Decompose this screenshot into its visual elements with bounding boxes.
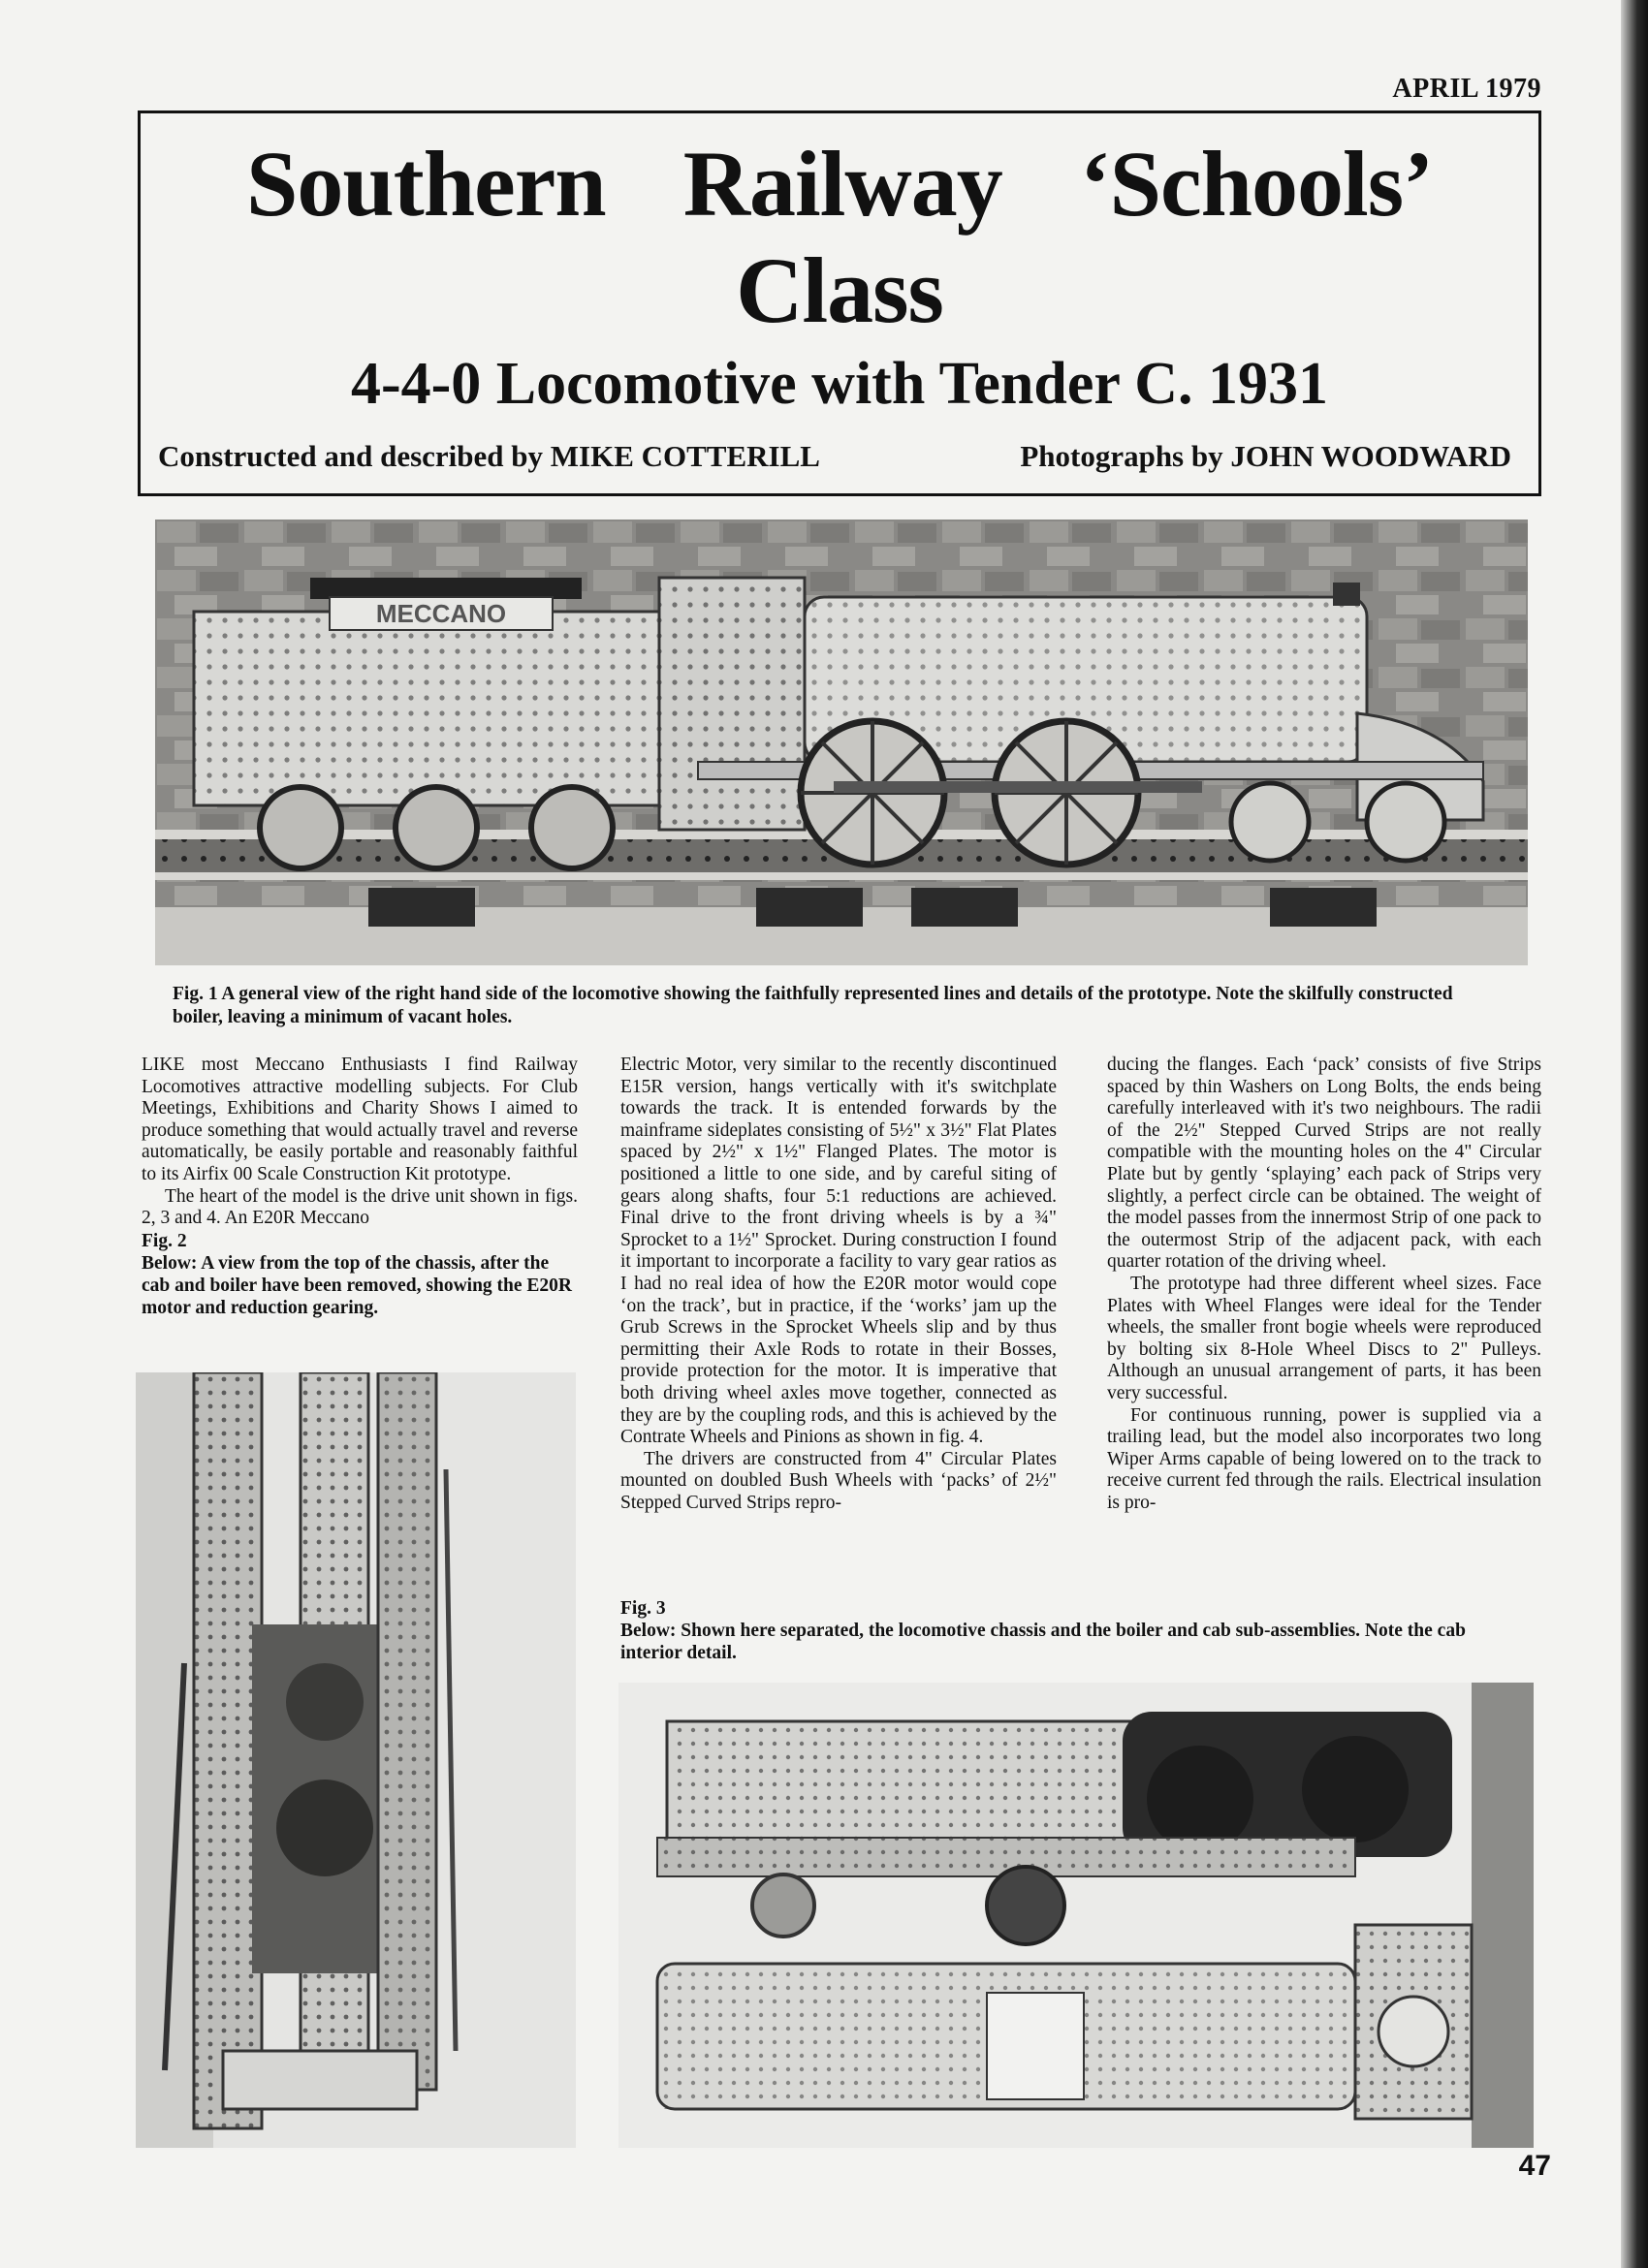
tender-lettering: MECCANO <box>375 599 507 628</box>
credits-row <box>158 439 1511 474</box>
fig1-photo <box>155 520 1528 965</box>
fig2-caption: Below: A view from the top of the chassis, after the cab and boiler have been removed, showing the E20R motor and reduction gearing. <box>142 1252 573 1318</box>
title-word: ‘Schools’ <box>1079 132 1434 236</box>
title-word: Southern <box>245 132 606 236</box>
paragraph: The heart of the model is the drive unit shown in figs. 2, 3 and 4. An E20R Meccano <box>142 1185 578 1229</box>
title-line-2: Class <box>736 238 943 342</box>
article-column-2 <box>620 1055 1057 1514</box>
paragraph: The drivers are constructed from 4" Circular Plates mounted on doubled Bush Wheels with ‘packs’ of 2½" Stepped Curved Strips repro- <box>620 1448 1057 1513</box>
paragraph: For continuous running, power is supplied via a trailing lead, but the model also incorporates two long Wiper Arms capable of being lowered on to the track to receive current fed through the rails. Electrical insulation is pro- <box>1107 1404 1541 1513</box>
fig3-label: Fig. 3 <box>620 1598 666 1619</box>
issue-date: APRIL 1979 <box>1392 74 1541 104</box>
fig3-caption: Below: Shown here separated, the locomotive chassis and the boiler and cab sub-assemblies. Note the cab interior detail. <box>620 1621 1466 1663</box>
title-word: Railway <box>682 132 1002 236</box>
article-column-1 <box>142 1055 578 1319</box>
page-number: 47 <box>1518 2150 1551 2182</box>
article-subtitle: 4-4-0 Locomotive with Tender C. 1931 <box>350 351 1329 417</box>
paragraph: Electric Motor, very similar to the recently discontinued E15R version, hangs vertically with it's switchplate towards the track. It is entended forwards by the mainframe sideplates consisting of 5½" x 3½" Flat Plates spaced by 2½" x 1½" Flanged Plates. The motor is positioned a little to one side, and by careful siting of gears along shafts, four 5:1 reductions are achieved. Final drive to the front driving wheels is by a ¾" Sprocket to a 1½" Sprocket. During construction I found it important to incorporate a facility to vary gear ratios as I had no real idea of how the E20R motor would cope ‘on the track’, but in practice, if the ‘works’ jam up the Grub Screws in the Sprocket Wheels slip and by thus permitting their Axle Rods to rotate in their Bosses, provide protection for the motor. It is imperative that both driving wheel axles move together, connected as they are by the coupling rods, and this is achieved by the Contrate Wheels and Pinions as shown in fig. 4. <box>620 1055 1057 1448</box>
paragraph: LIKE most Meccano Enthusiasts I find Railway Locomotives attractive modelling subjects. For Club Meetings, Exhibitions and Charity Shows I aimed to produce something that would actually travel and reverse automatically, be easily portable and reasonably faithful to its Airfix 00 Scale Construction Kit prototype. <box>142 1055 578 1184</box>
author-credit: Constructed and described by MIKE COTTERILL <box>158 439 820 473</box>
fig2-photo <box>136 1372 576 2148</box>
paragraph: The prototype had three different wheel sizes. Face Plates with Wheel Flanges were ideal for the Tender wheels, the smaller front bogie wheels were reproduced by bolting six 8-Hole Wheel Discs to 2" Pulleys. Although an unusual arrangement of parts, it has been very successful. <box>1107 1273 1541 1403</box>
page-edge-shadow <box>1621 0 1648 2268</box>
chassis-top-view-illustration <box>136 1372 576 2148</box>
paragraph: ducing the flanges. Each ‘pack’ consists of five Strips spaced by thin Washers on Long Bolts, the ends being carefully interleaved with it's two neighbours. The radii of the 2½" Stepped Curved Strips are not really compatible with the mounting holes on the 4" Circular Plate but by gently ‘splaying’ each pack of Strips very slightly, a perfect circle can be obtained. The weight of the model passes from the innermost Strip of one pack to the outermost Strip of the adjacent pack, with each quarter rotation of the driving wheel. <box>1107 1055 1541 1273</box>
title-box <box>138 110 1541 496</box>
fig3-caption-block <box>620 1597 1532 1664</box>
fig3-photo <box>618 1683 1534 2148</box>
subassemblies-illustration <box>618 1683 1534 2148</box>
photo-credit: Photographs by JOHN WOODWARD <box>1020 439 1511 473</box>
locomotive-illustration <box>155 520 1528 965</box>
article-title <box>141 131 1538 344</box>
article-column-3 <box>1107 1055 1541 1514</box>
fig1-caption: Fig. 1 A general view of the right hand side of the locomotive showing the faithfully represented lines and details of the prototype. Note the skilfully constructed boiler, leaving a minimum of vacant holes. <box>173 984 1453 1027</box>
fig2-label: Fig. 2 <box>142 1230 187 1251</box>
